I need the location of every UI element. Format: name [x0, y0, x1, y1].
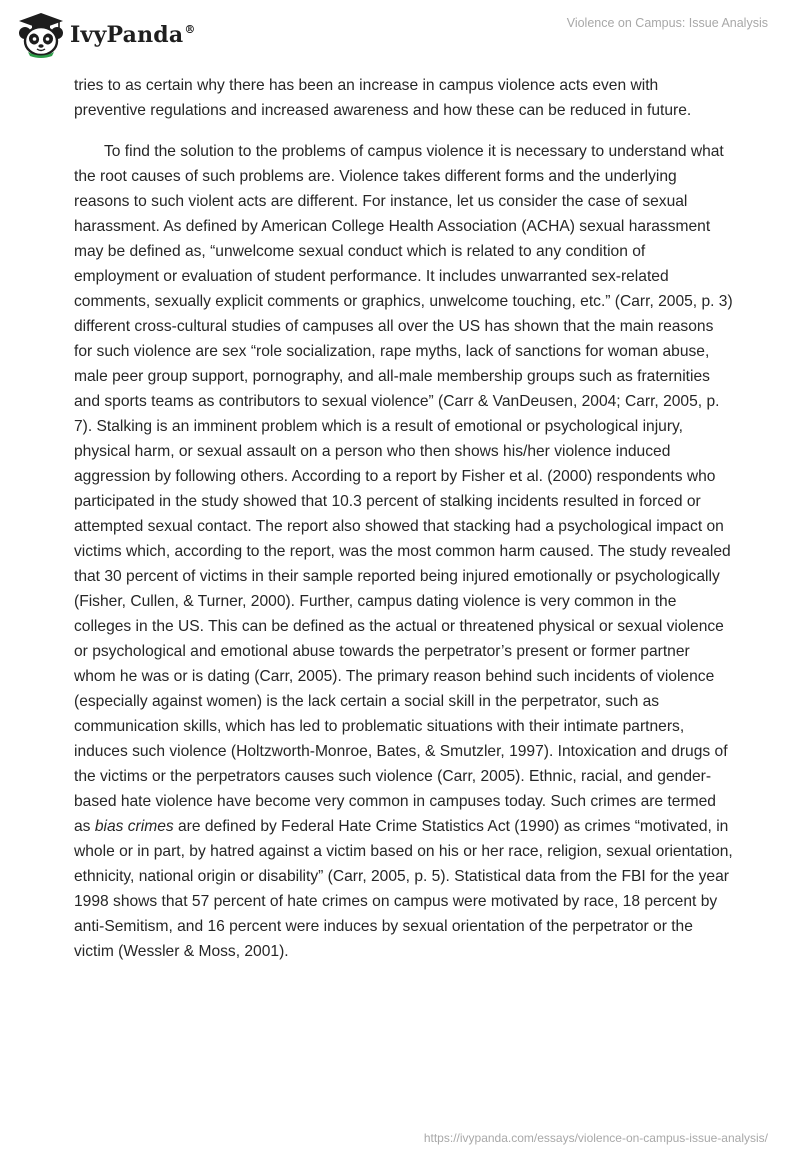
source-url[interactable]: https://ivypanda.com/essays/violence-on-campus-issue-analysis/ [423, 1131, 768, 1145]
paragraph-2-text-b: are defined by Federal Hate Crime Statistics Act (1990) as crimes “motivated, in whole or in part, by hatred against a victim based on his or her race, religion, sexual orientation, ethnicity, national origin or disability” (Carr, 2005, p. 5). Statistical data from the FBI for the year 1998 shows that 57 percent of hate crimes on campus were motivated by race, 18 percent by anti-Semitism, and 16 percent were induces by sexual orientation of the perpetrator or the victim (Wessler & Moss, 2001). [74, 818, 733, 960]
brand-label: IvyPanda [70, 22, 184, 48]
bias-crimes-term: bias crimes [94, 818, 174, 835]
paragraph-2-text-a: To find the solution to the problems of campus violence it is necessary to understand what the root causes of such problems are. Violence takes different forms and the underlying reasons to such violent acts are different. For instance, let us consider the case of sexual harassment. As defined by American College Health Association (ACHA) sexual harassment may be defined as, “unwelcome sexual conduct which is related to any condition of employment or evaluation of student performance. It includes unwarranted sex-related comments, sexually explicit comments or graphics, unwelcome touching, etc.” (Carr, 2005, p. 3) different cross-cultural studies of campuses all over the US has shown that the main reasons for such violence are sex “role socialization, rape myths, lack of sanctions for woman abuse, male peer group support, pornography, and all-male membership groups such as fraternities and sports teams as contributors to sexual violence” (Carr & VanDeusen, 2004; Carr, 2005, p. 7). Stalking is an imminent problem which is a result of emotional or psychological injury, physical harm, or sexual assault on a person who then shows his/her violence induced aggression by following others. According to a report by Fisher et al. (2000) respondents who participated in the study showed that 10.3 percent of stalking incidents resulted in forced or attempted sexual contact. The report also showed that stacking had a psychological impact on victims which, according to the report, was the most common harm caused. The study revealed that 30 percent of victims in their sample reported being injured emotionally or psychologically (Fisher, Cullen, & Turner, 2000). Further, campus dating violence is very common in the colleges in the US. This can be defined as the actual or threatened physical or sexual violence or psychological and emotional abuse towards the perpetrator’s present or former partner whom he was or is dating (Carr, 2005). The primary reason behind such incidents of violence (especially against women) is the lack certain a social skill in the perpetrator, such as communication skills, which has led to problematic situations with their intimate partners, induces such violence (Holtzworth-Monroe, Bates, & Smutzler, 1997). Intoxication and drugs of the victims or the perpetrators causes such violence (Carr, 2005). Ethnic, racial, and gender-based hate violence have become very common in campuses today. Such crimes are termed as [74, 143, 733, 835]
registered-mark: ® [184, 23, 196, 36]
essay-body [74, 73, 734, 964]
paragraph-2 [74, 139, 734, 964]
panda-graduate-icon [16, 12, 66, 58]
page-header [0, 0, 800, 70]
paragraph-1: tries to as certain why there has been an increase in campus violence acts even with preventive regulations and increased awareness and how these can be reduced in future. [74, 77, 692, 119]
ivypanda-logo[interactable] [16, 12, 196, 58]
document-title: Violence on Campus: Issue Analysis [566, 16, 768, 30]
brand-name [70, 22, 196, 48]
